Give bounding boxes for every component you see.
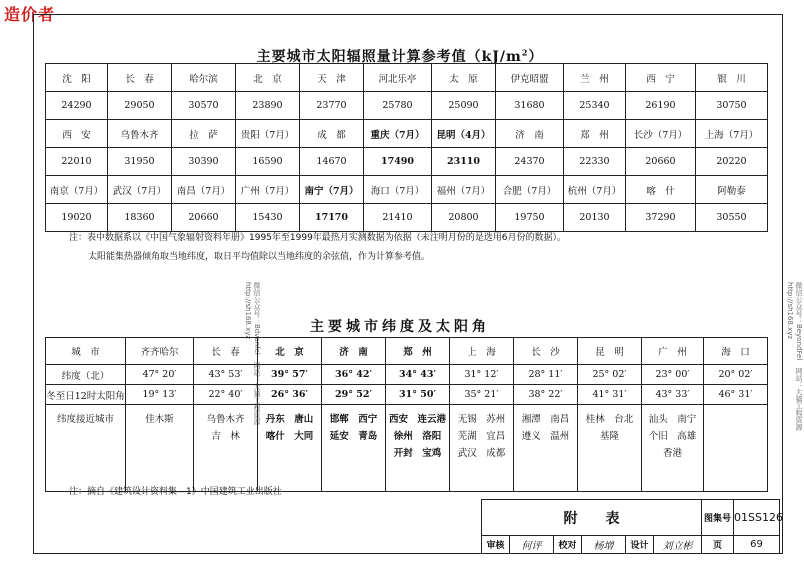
nearby-city-line: 基隆 (599, 431, 619, 442)
page-number: 69 (734, 536, 780, 554)
nearby-city-line: 桂林 台北 (585, 414, 634, 425)
nearby-cities-cell (258, 405, 322, 492)
nearby-city-line: 武汉 成都 (457, 448, 506, 459)
nearby-cities-cell (642, 405, 704, 492)
nearby-city-line: 延安 青岛 (329, 431, 378, 442)
header-cell: 齐齐哈尔 (126, 338, 194, 365)
header-cell: 上 海 (450, 338, 514, 365)
radiation-value-cell: 20660 (626, 148, 696, 176)
angle-value-cell: 28° 11′ (514, 365, 578, 385)
nearby-city-line: 无锡 苏州 (457, 414, 506, 425)
value-row (46, 148, 768, 176)
nearby-city-line: 汕头 南宁 (648, 414, 697, 425)
radiation-value-cell: 30390 (172, 148, 236, 176)
city-name-cell: 西 宁 (626, 64, 696, 92)
city-name-cell: 西 安 (46, 120, 108, 148)
city-name-cell: 合肥（7月） (496, 176, 564, 204)
city-name-cell: 南京（7月） (46, 176, 108, 204)
solar-angle-row (46, 385, 768, 405)
city-name-cell: 广州（7月） (236, 176, 300, 204)
city-name-cell: 喀 什 (626, 176, 696, 204)
city-name-cell: 海口（7月） (364, 176, 432, 204)
header-cell: 郑 州 (386, 338, 450, 365)
nearby-city-line: 邯郸 西宁 (329, 414, 378, 425)
nearby-cities-cell (322, 405, 386, 492)
angle-value-cell: 41° 31′ (578, 385, 642, 405)
nearby-cities-cell (386, 405, 450, 492)
city-name-cell: 哈尔滨 (172, 64, 236, 92)
angle-value-cell: 38° 22′ (514, 385, 578, 405)
nearby-cities-cell (514, 405, 578, 492)
row-label-cell: 纬度接近城市 (46, 405, 126, 492)
angle-value-cell: 35° 21′ (450, 385, 514, 405)
city-name-cell: 昆明（4月） (432, 120, 496, 148)
city-row (46, 120, 768, 148)
watermark: 造价者 (4, 5, 56, 24)
table1-note-2: 太阳能集热器倾角取当地纬度，取日平均值除以当地纬度的余弦值，作为计算参考值。 (88, 252, 431, 262)
angle-value-cell: 19° 13′ (126, 385, 194, 405)
radiation-value-cell: 23770 (300, 92, 364, 120)
atlas-number: 01SS126 (734, 500, 780, 536)
nearby-city-line: 遵义 温州 (521, 431, 570, 442)
table2-title: 主要城市纬度及太阳角 (310, 319, 490, 335)
radiation-value-cell: 24290 (46, 92, 108, 120)
radiation-value-cell: 31680 (496, 92, 564, 120)
radiation-value-cell: 19020 (46, 204, 108, 232)
city-name-cell: 阿勒泰 (696, 176, 768, 204)
radiation-value-cell: 25780 (364, 92, 432, 120)
row-label-cell: 纬度（北） (46, 365, 126, 385)
nearby-city-line: 徐州 洛阳 (393, 431, 442, 442)
radiation-value-cell: 23890 (236, 92, 300, 120)
city-name-cell: 成 都 (300, 120, 364, 148)
radiation-value-cell: 18360 (108, 204, 172, 232)
city-name-cell: 河北乐亭 (364, 64, 432, 92)
angle-value-cell: 23° 00′ (642, 365, 704, 385)
check-label: 校对 (554, 536, 582, 554)
design-signature: 刘立彬 (654, 536, 702, 554)
radiation-value-cell: 22330 (564, 148, 626, 176)
table1-note-1: 注：表中数据系以《中国气象辐射资料年册》1995年至1999年最热月实测数据为依据（未注明月份的是选用6月份的数据）。 (69, 233, 567, 243)
review-label: 审核 (482, 536, 510, 554)
radiation-value-cell: 31950 (108, 148, 172, 176)
radiation-value-cell: 20660 (172, 204, 236, 232)
nearby-city-line: 香港 (662, 448, 682, 459)
city-name-cell: 兰 州 (564, 64, 626, 92)
header-cell: 济 南 (322, 338, 386, 365)
radiation-value-cell: 25090 (432, 92, 496, 120)
radiation-value-cell: 19750 (496, 204, 564, 232)
city-name-cell: 伊克昭盟 (496, 64, 564, 92)
title-block (481, 499, 783, 554)
city-row (46, 64, 768, 92)
angle-value-cell: 39° 57′ (258, 365, 322, 385)
angle-value-cell: 36° 42′ (322, 365, 386, 385)
angle-value-cell: 43° 53′ (194, 365, 258, 385)
table2-note: 注：摘自《建筑设计资料集—1》中国建筑工业出版社 (69, 487, 282, 497)
city-name-cell: 福州（7月） (432, 176, 496, 204)
angle-value-cell: 25° 02′ (578, 365, 642, 385)
city-name-cell: 武汉（7月） (108, 176, 172, 204)
angle-value-cell: 43° 33′ (642, 385, 704, 405)
city-name-cell: 南昌（7月） (172, 176, 236, 204)
nearby-city-line: 丹东 唐山 (265, 414, 314, 425)
city-name-cell: 郑 州 (564, 120, 626, 148)
radiation-value-cell: 23110 (432, 148, 496, 176)
sidebar-watermark-right: 微信公众号：BeyondFel 网站：大猫工程资源 http://sh168.xyz (786, 282, 803, 431)
sidebar-watermark-left: 微信公众号：Bdvanfel 网站：大猫工程资源 http://sh168.xyz (244, 282, 261, 425)
atlas-label: 图集号 (702, 500, 734, 536)
latitude-table (45, 337, 768, 492)
angle-value-cell: 20° 02′ (704, 365, 768, 385)
page-label: 页 (702, 536, 734, 554)
header-cell: 北 京 (258, 338, 322, 365)
header-cell: 长 沙 (514, 338, 578, 365)
radiation-value-cell: 20800 (432, 204, 496, 232)
radiation-value-cell: 25340 (564, 92, 626, 120)
city-name-cell: 贵阳（7月） (236, 120, 300, 148)
row-label-cell: 冬至日12时太阳角 (46, 385, 126, 405)
nearby-cities-cell (704, 405, 768, 492)
radiation-value-cell: 30570 (172, 92, 236, 120)
latitude-row (46, 365, 768, 385)
city-name-cell: 济 南 (496, 120, 564, 148)
radiation-value-cell: 20130 (564, 204, 626, 232)
header-cell: 昆 明 (578, 338, 642, 365)
radiation-value-cell: 20220 (696, 148, 768, 176)
city-name-cell: 北 京 (236, 64, 300, 92)
header-cell: 城 市 (46, 338, 126, 365)
design-label: 设计 (626, 536, 654, 554)
radiation-value-cell: 24370 (496, 148, 564, 176)
nearby-cities-cell (578, 405, 642, 492)
radiation-value-cell: 17490 (364, 148, 432, 176)
check-signature: 杨增 (582, 536, 626, 554)
header-cell: 长 春 (194, 338, 258, 365)
table1-title: 主要城市太阳辐照量计算参考值$(kJ/m^2)$ (256, 47, 544, 65)
radiation-value-cell: 17170 (300, 204, 364, 232)
radiation-value-cell: 29050 (108, 92, 172, 120)
nearby-city-line: 湘潭 南昌 (521, 414, 570, 425)
nearby-city-line: 喀什 大同 (265, 431, 314, 442)
city-name-cell: 南宁（7月） (300, 176, 364, 204)
radiation-value-cell: 16590 (236, 148, 300, 176)
city-name-cell: 乌鲁木齐 (108, 120, 172, 148)
nearby-city-line: 吉 林 (211, 431, 240, 442)
value-row (46, 92, 768, 120)
radiation-value-cell: 15430 (236, 204, 300, 232)
header-cell: 广 州 (642, 338, 704, 365)
nearby-city-line: 乌鲁木齐 (206, 414, 245, 425)
radiation-value-cell: 14670 (300, 148, 364, 176)
angle-value-cell: 47° 20′ (126, 365, 194, 385)
city-name-cell: 太 原 (432, 64, 496, 92)
radiation-value-cell: 21410 (364, 204, 432, 232)
nearby-cities-cell (126, 405, 194, 492)
angle-value-cell: 22° 40′ (194, 385, 258, 405)
nearby-city-line: 西安 连云港 (388, 414, 446, 425)
nearby-city-line: 佳木斯 (145, 414, 174, 425)
angle-value-cell: 34° 43′ (386, 365, 450, 385)
nearby-cities-cell (450, 405, 514, 492)
radiation-value-cell: 30550 (696, 204, 768, 232)
city-name-cell: 天 津 (300, 64, 364, 92)
city-name-cell: 拉 萨 (172, 120, 236, 148)
nearby-city-line: 芜湖 宜昌 (457, 431, 506, 442)
radiation-value-cell: 30750 (696, 92, 768, 120)
radiation-value-cell: 26190 (626, 92, 696, 120)
header-cell: 海 口 (704, 338, 768, 365)
angle-value-cell: 29° 52′ (322, 385, 386, 405)
city-name-cell: 沈 阳 (46, 64, 108, 92)
angle-value-cell: 46° 31′ (704, 385, 768, 405)
city-name-cell: 重庆（7月） (364, 120, 432, 148)
city-name-cell: 长沙（7月） (626, 120, 696, 148)
value-row (46, 204, 768, 232)
radiation-value-cell: 37290 (626, 204, 696, 232)
nearby-cities-cell (194, 405, 258, 492)
city-name-cell: 杭州（7月） (564, 176, 626, 204)
city-name-cell: 长 春 (108, 64, 172, 92)
city-row (46, 176, 768, 204)
nearby-cities-row (46, 405, 768, 492)
nearby-city-line: 开封 宝鸡 (393, 448, 442, 459)
city-name-cell: 银 川 (696, 64, 768, 92)
nearby-city-line: 个旧 高雄 (648, 431, 697, 442)
radiation-table (45, 63, 768, 232)
review-signature: 何评 (510, 536, 554, 554)
angle-value-cell: 31° 50′ (386, 385, 450, 405)
drawing-name: 附 表 (482, 500, 702, 536)
city-name-cell: 上海（7月） (696, 120, 768, 148)
angle-value-cell: 26° 36′ (258, 385, 322, 405)
angle-value-cell: 31° 12′ (450, 365, 514, 385)
header-row (46, 338, 768, 365)
radiation-value-cell: 22010 (46, 148, 108, 176)
